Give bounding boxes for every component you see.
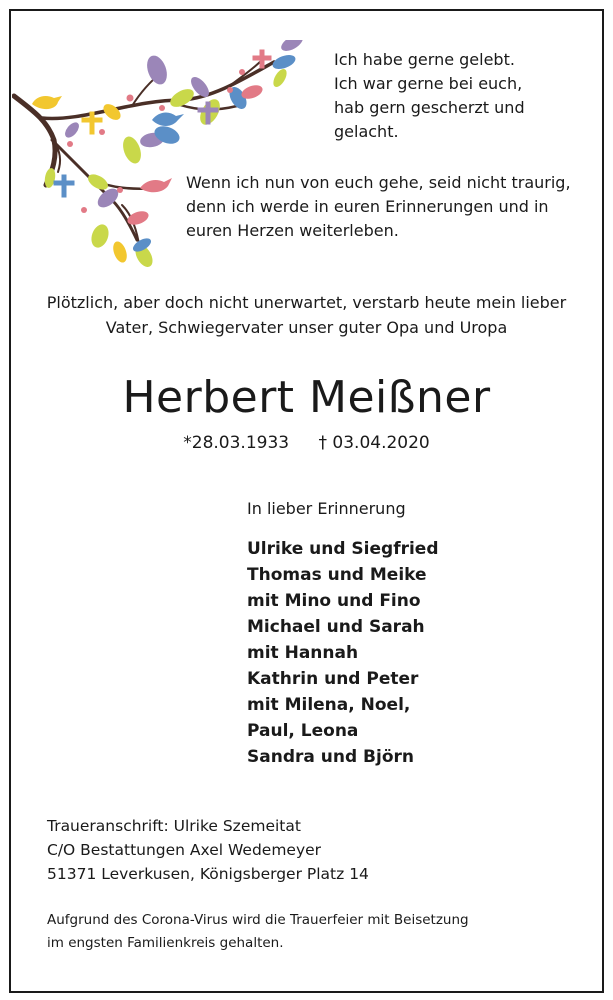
announcement-line: Vater, Schwiegervater unser guter Opa und Uropa	[105, 318, 508, 337]
announcement-text	[0, 290, 613, 340]
mourners-list	[247, 536, 439, 770]
funeral-notice	[47, 909, 469, 955]
notice-line: im engsten Familienkreis gehalten.	[47, 935, 284, 951]
leaf	[120, 134, 145, 166]
poem-line: hab gern gescherzt und	[334, 98, 525, 117]
poem-second-stanza	[186, 171, 571, 243]
mourner-line: mit Mino und Fino	[247, 591, 421, 611]
mourner-line: Kathrin und Peter	[247, 669, 419, 689]
leaf	[88, 222, 111, 250]
mourner-line: Sandra und Björn	[247, 747, 415, 767]
leaf	[111, 240, 130, 265]
branch-with-birds-illustration	[12, 40, 312, 280]
deceased-name: Herbert Meißner	[122, 372, 491, 423]
leaf	[143, 53, 170, 87]
birth-date: *28.03.1933	[183, 433, 290, 453]
mourner-line: Paul, Leona	[247, 721, 359, 741]
poem-line: denn ich werde in euren Erinnerungen und in	[186, 197, 549, 216]
memory-heading: In lieber Erinnerung	[247, 499, 406, 518]
cross-icon	[84, 114, 100, 132]
bird-icon	[32, 96, 62, 109]
mourning-address	[47, 814, 369, 886]
mourner-line: Thomas und Meike	[247, 565, 427, 585]
mourner-line: mit Milena, Noel,	[247, 695, 411, 715]
cross-icon	[56, 177, 72, 195]
mourner-line: Michael und Sarah	[247, 617, 425, 637]
poem-first-stanza	[334, 48, 525, 144]
poem-line: euren Herzen weiterleben.	[186, 221, 399, 240]
mourner-line: Ulrike und Siegfried	[247, 539, 439, 559]
address-line: C/O Bestattungen Axel Wedemeyer	[47, 841, 322, 859]
address-line: Traueranschrift: Ulrike Szemeitat	[47, 817, 301, 835]
bird-icon	[152, 113, 184, 126]
poem-line: gelacht.	[334, 122, 399, 141]
life-dates	[0, 430, 613, 456]
poem-line: Ich habe gerne gelebt.	[334, 50, 515, 69]
leaf	[62, 120, 81, 140]
poem-line: Ich war gerne bei euch,	[334, 74, 523, 93]
address-line: 51371 Leverkusen, Königsberger Platz 14	[47, 865, 369, 883]
leaf	[271, 67, 290, 89]
leaf	[279, 40, 306, 54]
announcement-line: Plötzlich, aber doch nicht unerwartet, verstarb heute mein lieber	[46, 293, 567, 312]
poem-line: Wenn ich nun von euch gehe, seid nicht traurig,	[186, 173, 571, 192]
death-date: † 03.04.2020	[318, 433, 430, 453]
mourner-line: mit Hannah	[247, 643, 359, 663]
leaf	[85, 171, 110, 192]
bird-icon	[140, 178, 172, 192]
notice-line: Aufgrund des Corona-Virus wird die Trauerfeier mit Beisetzung	[47, 912, 469, 928]
leaf	[271, 52, 298, 71]
